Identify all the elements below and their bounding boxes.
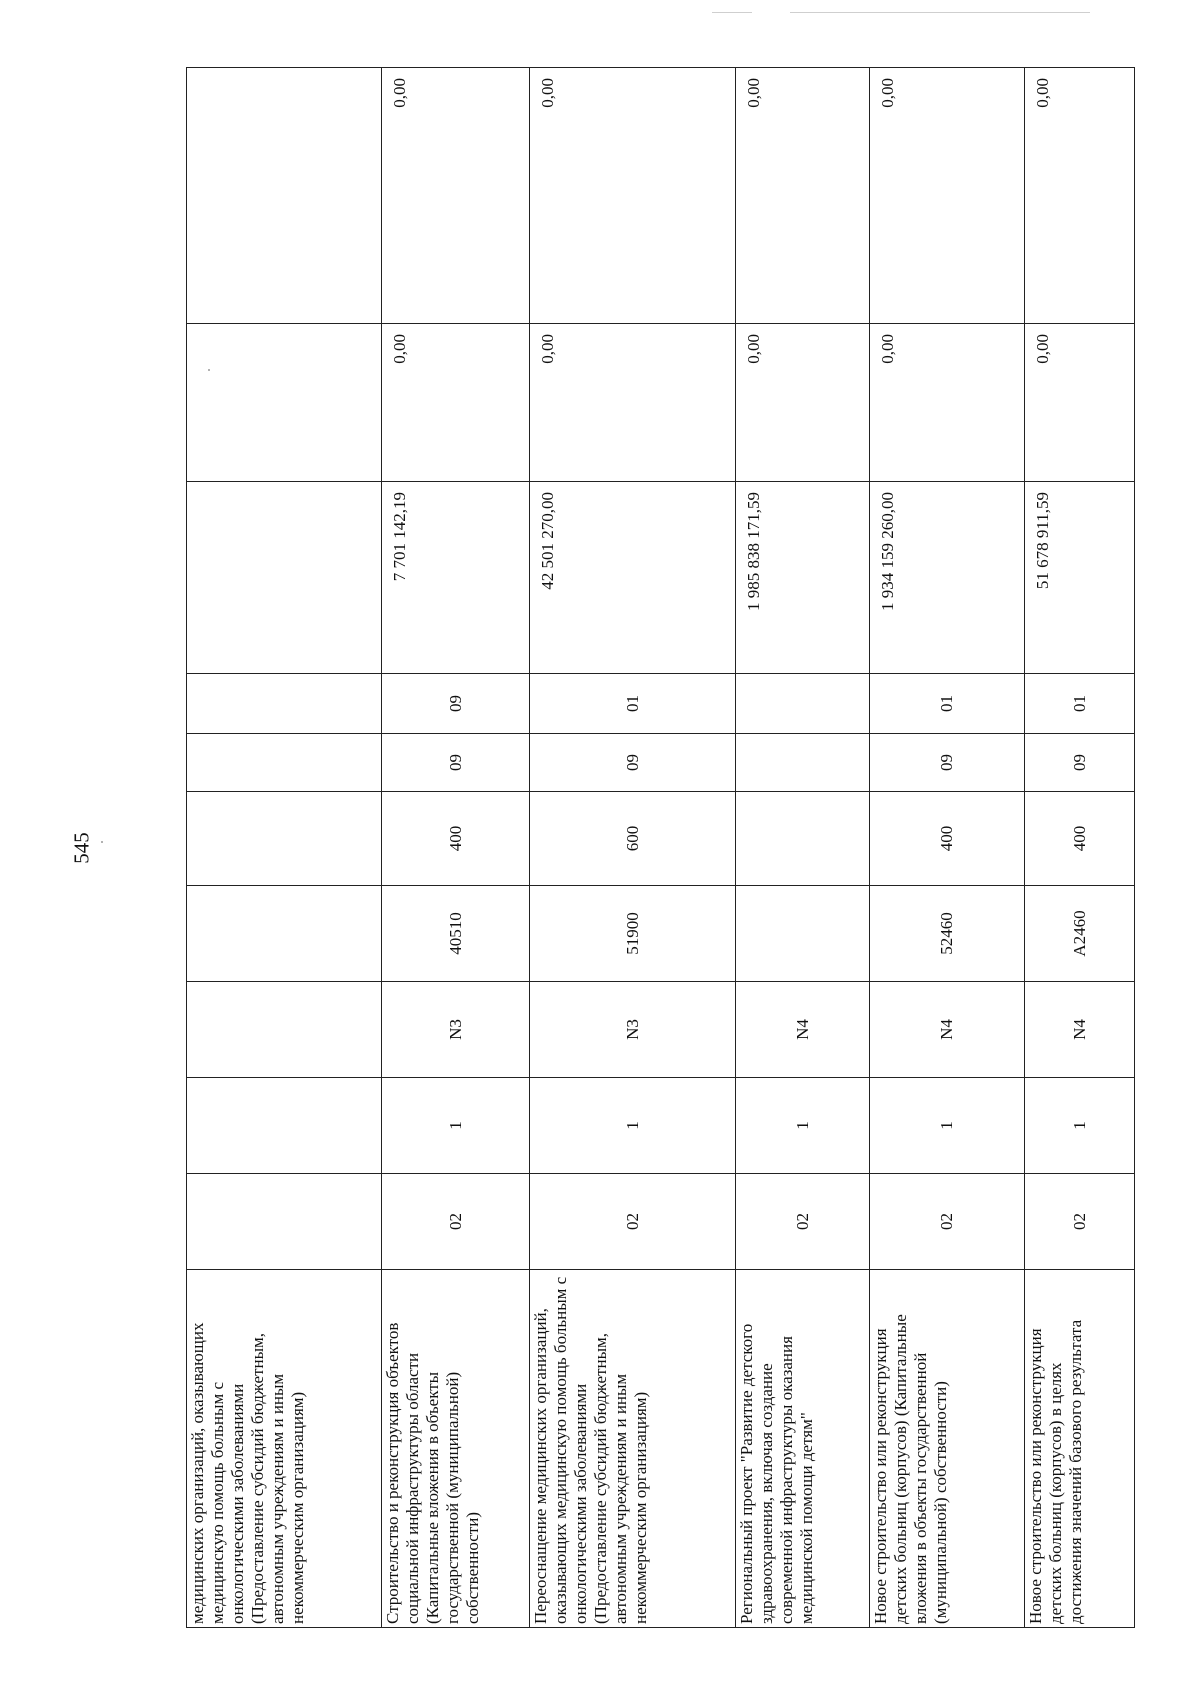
code-cell: N4 xyxy=(1025,982,1135,1078)
code-cell: 600 xyxy=(530,792,736,886)
amount-cell: 51 678 911,59 xyxy=(1025,482,1135,674)
code-cell xyxy=(187,792,382,886)
code-cell: 1 xyxy=(870,1078,1025,1174)
code-cell: 52460 xyxy=(870,886,1025,982)
table-row xyxy=(870,68,1025,1628)
page-number: 545 xyxy=(69,832,94,864)
code-cell: 1 xyxy=(1025,1078,1135,1174)
code-cell xyxy=(187,1174,382,1270)
code-cell: 01 xyxy=(1025,674,1135,734)
table-row xyxy=(1025,68,1135,1628)
amount-cell: 0,00 xyxy=(870,68,1025,324)
code-cell: N3 xyxy=(530,982,736,1078)
scan-dot xyxy=(101,841,103,843)
table-row xyxy=(736,68,870,1628)
amount-cell: 0,00 xyxy=(736,68,870,324)
row-name-cell: Новое строительство или реконструкция детских больниц (корпусов) в целях достижения значений базового результата xyxy=(1025,1270,1135,1628)
amount-cell: 0,00 xyxy=(530,68,736,324)
budget-table-rotated xyxy=(186,68,1134,1628)
budget-table xyxy=(186,67,1135,1628)
amount-cell xyxy=(187,68,382,324)
code-cell xyxy=(736,674,870,734)
row-name-cell: Переоснащение медицинских организаций, оказывающих медицинскую помощь больным с онкологическими заболеваниями (Предоставление субсидий бюджетным, автономным учреждениям и иным некоммерческим организациям) xyxy=(530,1270,736,1628)
code-cell: N4 xyxy=(736,982,870,1078)
code-cell: 02 xyxy=(382,1174,530,1270)
amount-cell: 0,00 xyxy=(1025,324,1135,482)
code-cell: 09 xyxy=(382,734,530,792)
code-cell xyxy=(736,886,870,982)
code-cell: 400 xyxy=(870,792,1025,886)
amount-cell: 0,00 xyxy=(736,324,870,482)
row-name-cell: Строительство и реконструкция объектов социальной инфраструктуры области (Капитальные вложения в объекты государственной (муниципальной) собственности) xyxy=(382,1270,530,1628)
code-cell xyxy=(736,734,870,792)
amount-cell: 1 934 159 260,00 xyxy=(870,482,1025,674)
code-cell xyxy=(187,982,382,1078)
amount-cell: 42 501 270,00 xyxy=(530,482,736,674)
code-cell: 01 xyxy=(530,674,736,734)
code-cell: 1 xyxy=(530,1078,736,1174)
row-name-cell: Новое строительство или реконструкция детских больниц (корпусов) (Капитальные вложения в объекты государственной (муниципальной) собственности) xyxy=(870,1270,1025,1628)
amount-cell: 0,00 xyxy=(382,68,530,324)
code-cell: 1 xyxy=(382,1078,530,1174)
code-cell: 1 xyxy=(736,1078,870,1174)
scan-edge-mark xyxy=(790,12,1090,13)
code-cell: 02 xyxy=(530,1174,736,1270)
code-cell: 02 xyxy=(1025,1174,1135,1270)
code-cell: 02 xyxy=(736,1174,870,1270)
row-name-cell: Региональный проект "Развитие детского здравоохранения, включая создание современной инфраструктуры оказания медицинской помощи детям" xyxy=(736,1270,870,1628)
amount-cell: 0,00 xyxy=(870,324,1025,482)
code-cell: 400 xyxy=(382,792,530,886)
code-cell: 02 xyxy=(870,1174,1025,1270)
amount-cell: 0,00 xyxy=(382,324,530,482)
amount-cell: 7 701 142,19 xyxy=(382,482,530,674)
amount-cell: 1 985 838 171,59 xyxy=(736,482,870,674)
code-cell: 01 xyxy=(870,674,1025,734)
code-cell: 40510 xyxy=(382,886,530,982)
table-row xyxy=(382,68,530,1628)
scan-edge-mark xyxy=(712,12,752,13)
code-cell xyxy=(187,734,382,792)
code-cell xyxy=(187,1078,382,1174)
code-cell: 51900 xyxy=(530,886,736,982)
table-row xyxy=(187,68,382,1628)
code-cell: N3 xyxy=(382,982,530,1078)
code-cell: 09 xyxy=(530,734,736,792)
code-cell xyxy=(187,886,382,982)
code-cell: 400 xyxy=(1025,792,1135,886)
code-cell: A2460 xyxy=(1025,886,1135,982)
code-cell: 09 xyxy=(1025,734,1135,792)
row-name-cell: медицинских организаций, оказывающих медицинскую помощь больным с онкологическими заболеваниями (Предоставление субсидий бюджетным, автономным учреждениям и иным некоммерческим организациям) xyxy=(187,1270,382,1628)
amount-cell xyxy=(187,482,382,674)
amount-cell: 0,00 xyxy=(530,324,736,482)
code-cell xyxy=(187,674,382,734)
code-cell: N4 xyxy=(870,982,1025,1078)
code-cell: 09 xyxy=(870,734,1025,792)
amount-cell xyxy=(187,324,382,482)
code-cell: 09 xyxy=(382,674,530,734)
table-row xyxy=(530,68,736,1628)
amount-cell: 0,00 xyxy=(1025,68,1135,324)
code-cell xyxy=(736,792,870,886)
